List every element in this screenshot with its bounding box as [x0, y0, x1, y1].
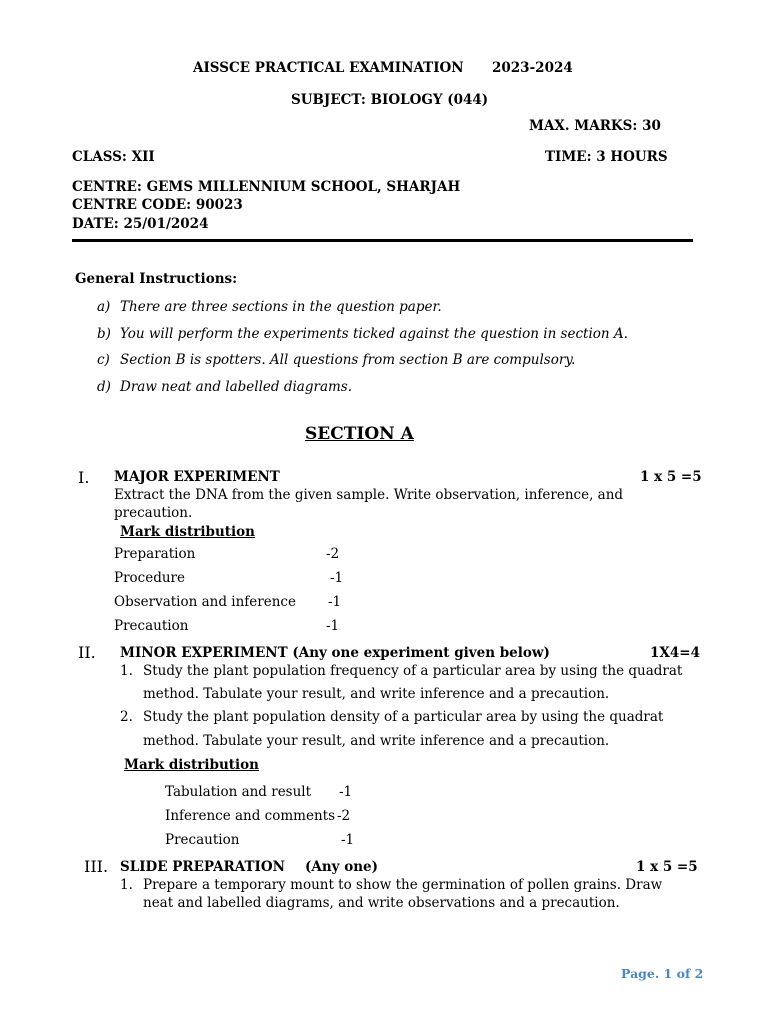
question-marks: 1 x 5 =5: [640, 469, 702, 485]
mark-item-label: Precaution: [165, 832, 240, 848]
page-number: Page. 1 of 2: [621, 966, 704, 981]
instruction-text: There are three sections in the question paper.: [120, 299, 442, 315]
mark-item-label: Observation and inference: [114, 594, 296, 610]
time-label: TIME: 3 HOURS: [545, 149, 668, 165]
instruction-marker: b): [97, 326, 111, 342]
instruction-text: You will perform the experiments ticked against the question in section A.: [120, 326, 628, 342]
question-marks: 1 x 5 =5: [636, 859, 698, 875]
subject: SUBJECT: BIOLOGY (044): [291, 92, 489, 108]
mark-item-value: -1: [341, 832, 355, 848]
section-a-title: SECTION A: [305, 424, 414, 444]
mark-distribution-title: Mark distribution: [124, 757, 259, 773]
mark-item-label: Precaution: [114, 618, 189, 634]
header-divider: [72, 239, 693, 242]
mark-item-value: -2: [326, 546, 340, 562]
list-item-text: Study the plant population frequency of a particular area by using the quadrat: [143, 663, 683, 679]
question-qualifier: (Any one): [305, 859, 379, 875]
exam-date: DATE: 25/01/2024: [72, 216, 209, 232]
question-title: SLIDE PREPARATION: [120, 859, 285, 875]
mark-item-label: Preparation: [114, 546, 196, 562]
list-item-text: method. Tabulate your result, and write inference and a precaution.: [143, 686, 610, 702]
max-marks: MAX. MARKS: 30: [529, 118, 661, 134]
mark-item-label: Inference and comments: [165, 808, 335, 824]
list-item-text: Study the plant population density of a particular area by using the quadrat: [143, 709, 664, 725]
instruction-marker: a): [97, 299, 111, 315]
list-item-text: Prepare a temporary mount to show the germination of pollen grains. Draw: [143, 877, 663, 893]
mark-item-value: -1: [330, 570, 344, 586]
instruction-marker: c): [97, 352, 110, 368]
class-label: CLASS: XII: [72, 149, 155, 165]
question-number: I.: [78, 468, 90, 487]
mark-item-value: -1: [328, 594, 342, 610]
exam-title: AISSCE PRACTICAL EXAMINATION: [193, 60, 464, 76]
exam-year: 2023-2024: [492, 60, 573, 76]
question-number: II.: [78, 643, 96, 662]
centre-name: CENTRE: GEMS MILLENNIUM SCHOOL, SHARJAH: [72, 179, 461, 195]
mark-item-value: -1: [339, 784, 353, 800]
centre-code: CENTRE CODE: 90023: [72, 197, 243, 213]
mark-distribution-title: Mark distribution: [120, 524, 255, 540]
list-marker: 1.: [120, 877, 133, 893]
question-number: III.: [84, 857, 109, 876]
list-marker: 2.: [120, 709, 133, 725]
question-marks: 1X4=4: [650, 645, 700, 661]
instruction-text: Draw neat and labelled diagrams.: [120, 379, 353, 395]
instruction-text: Section B is spotters. All questions from section B are compulsory.: [120, 352, 576, 368]
mark-item-label: Tabulation and result: [165, 784, 312, 800]
question-title: MAJOR EXPERIMENT: [114, 469, 280, 485]
question-text: Extract the DNA from the given sample. Write observation, inference, and: [114, 487, 624, 503]
list-item-text: method. Tabulate your result, and write inference and a precaution.: [143, 733, 610, 749]
question-text: precaution.: [114, 505, 193, 521]
instruction-marker: d): [97, 379, 111, 395]
list-marker: 1.: [120, 663, 133, 679]
instructions-title: General Instructions:: [75, 271, 238, 287]
mark-item-value: -1: [326, 618, 340, 634]
mark-item-value: -2: [337, 808, 351, 824]
mark-item-label: Procedure: [114, 570, 185, 586]
list-item-text: neat and labelled diagrams, and write observations and a precaution.: [143, 895, 620, 911]
question-title: MINOR EXPERIMENT (Any one experiment given below): [120, 645, 550, 661]
